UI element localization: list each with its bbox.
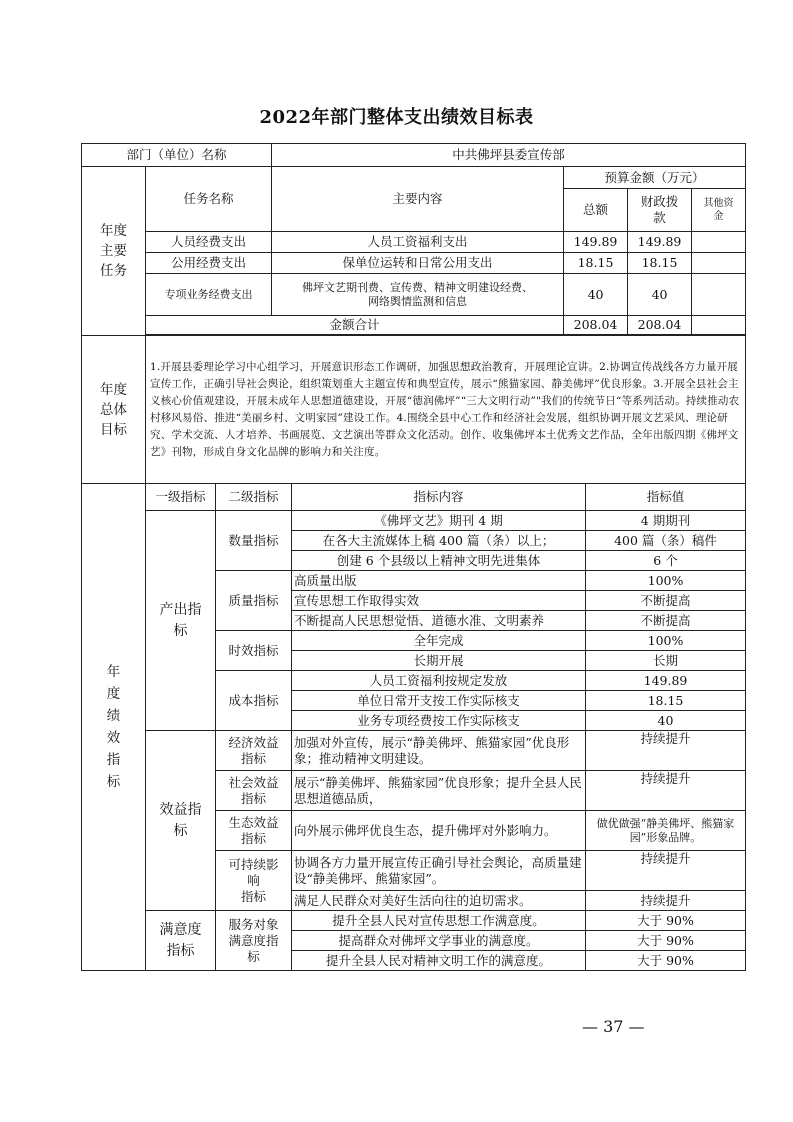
task-total: 40 [564, 274, 628, 316]
task-name: 公用经费支出 [146, 253, 272, 274]
task-other [692, 253, 746, 274]
other-header: 其他资 金 [692, 189, 746, 232]
indicator-value: 持续提升 [586, 731, 746, 771]
task-fiscal: 40 [628, 274, 692, 316]
fiscal-header: 财政拨 款 [628, 189, 692, 232]
quality-label: 质量指标 [216, 571, 292, 631]
indicator-value: 40 [586, 711, 746, 731]
task-other [692, 232, 746, 253]
level1-header: 一级指标 [146, 484, 216, 511]
indicator-table [81, 483, 746, 971]
indicator-value: 大于 90% [586, 911, 746, 931]
indicator-content: 在各大主流媒体上稿 400 篇（条）以上； [292, 531, 586, 551]
indicator-content: 长期开展 [292, 651, 586, 671]
economic-label: 经济效益 指标 [216, 731, 292, 771]
indicator-value: 100% [586, 631, 746, 651]
indicator-value: 大于 90% [586, 931, 746, 951]
sum-label: 金额合计 [146, 316, 564, 335]
indicator-content: 宣传思想工作取得实效 [292, 591, 586, 611]
indicator-content: 高质量出版 [292, 571, 586, 591]
task-total: 149.89 [564, 232, 628, 253]
task-other [692, 274, 746, 316]
indicator-content: 创建 6 个县级以上精神文明先进集体 [292, 551, 586, 571]
indicator-content: 协调各方力量开展宣传正确引导社会舆论，高质量建设“静美佛坪、熊猫家园”。 [292, 851, 586, 891]
value-header: 指标值 [586, 484, 746, 511]
indicator-content: 提升全县人民对精神文明工作的满意度。 [292, 951, 586, 971]
satisfaction-sub-label: 服务对象 满意度指 标 [216, 911, 292, 971]
total-header: 总额 [564, 189, 628, 232]
indicator-content: 提高群众对佛坪文学事业的满意度。 [292, 931, 586, 951]
dept-label: 部门（单位）名称 [82, 144, 272, 167]
annual-tasks-label: 年度 主要 任务 [82, 167, 146, 336]
task-content: 佛坪文艺期刊费、宣传费、精神文明建设经费、 网络舆情监测和信息 [272, 274, 564, 316]
indicator-value: 4 期期刊 [586, 511, 746, 531]
indicator-content: 单位日常开支按工作实际核支 [292, 691, 586, 711]
budget-header: 预算金额（万元） [564, 167, 746, 189]
level2-header: 二级指标 [216, 484, 292, 511]
indicator-value: 长期 [586, 651, 746, 671]
indicator-value: 6 个 [586, 551, 746, 571]
indicators-label: 年 度 绩 效 指 标 [82, 484, 146, 971]
timeliness-label: 时效指标 [216, 631, 292, 671]
indicator-value: 18.15 [586, 691, 746, 711]
page-title: 2022年部门整体支出绩效目标表 [259, 107, 534, 128]
social-label: 社会效益 指标 [216, 771, 292, 811]
output-label: 产出指 标 [146, 511, 216, 731]
indicator-value: 400 篇（条）稿件 [586, 531, 746, 551]
quantity-label: 数量指标 [216, 511, 292, 571]
indicator-value: 持续提升 [586, 851, 746, 891]
task-content: 人员工资福利支出 [272, 232, 564, 253]
page-number: — 37 — [582, 1017, 645, 1036]
indicator-content: 满足人民群众对美好生活向往的迫切需求。 [292, 891, 586, 911]
indicator-value: 149.89 [586, 671, 746, 691]
indicator-content: 提升全县人民对宣传思想工作满意度。 [292, 911, 586, 931]
benefit-label: 效益指 标 [146, 731, 216, 911]
ecological-label: 生态效益 指标 [216, 811, 292, 851]
task-table [81, 143, 746, 484]
task-fiscal: 18.15 [628, 253, 692, 274]
cost-label: 成本指标 [216, 671, 292, 731]
annual-goal-text: 1.开展县委理论学习中心组学习，开展意识形态工作调研，加强思想政治教育，开展理论宣讲。2.协调宣传战线各方力量开展宣传工作，正确引导社会舆论，组织策划重大主题宣传和典型宣传，展示“熊猫家园、静美佛坪”优良形象。3.开展全县社会主义核心价值观建设，开展未成年人思想道德建设，开展“德润佛坪”“三大文明行动”"我们的传统节日“等系列活动。持续推动农村移风易俗、推进“美丽乡村、文明家园”建设工作。4.围绕全县中心工作和经济社会发展，组织协调开展文艺采风、理论研究、学术交流、人才培养、书画展览、文艺演出等群众文化活动。创作、收集佛坪本土优秀文艺作品，全年出版四期《佛坪文艺》刊物，形成自身文化品牌的影响力和关注度。 [146, 336, 746, 484]
indicator-content: 不断提高人民思想觉悟、道德水准、文明素养 [292, 611, 586, 631]
indicator-value: 100% [586, 571, 746, 591]
indicator-value: 做优做强“静美佛坪、熊猫家园”形象品牌。 [586, 811, 746, 851]
indicator-content: 业务专项经费按工作实际核支 [292, 711, 586, 731]
indicator-content: 向外展示佛坪优良生态，提升佛坪对外影响力。 [292, 811, 586, 851]
task-content: 保单位运转和日常公用支出 [272, 253, 564, 274]
indicator-value: 不断提高 [586, 611, 746, 631]
sum-other [692, 316, 746, 335]
indicator-content: 加强对外宣传，展示“静美佛坪、熊猫家园”优良形象；推动精神文明建设。 [292, 731, 586, 771]
sustainable-label: 可持续影 响 指标 [216, 851, 292, 911]
sum-total: 208.04 [564, 316, 628, 335]
task-name-header: 任务名称 [146, 167, 272, 232]
indicator-value: 持续提升 [586, 891, 746, 911]
content-header: 指标内容 [292, 484, 586, 511]
indicator-content: 人员工资福利按规定发放 [292, 671, 586, 691]
indicator-content: 全年完成 [292, 631, 586, 651]
sum-fiscal: 208.04 [628, 316, 692, 335]
task-name: 人员经费支出 [146, 232, 272, 253]
task-name: 专项业务经费支出 [146, 274, 272, 316]
satisfaction-label: 满意度 指标 [146, 911, 216, 971]
annual-goal-label: 年度 总体 目标 [82, 336, 146, 484]
indicator-content: 展示“静美佛坪、熊猫家园”优良形象；提升全县人民思想道德品质， [292, 771, 586, 811]
indicator-value: 不断提高 [586, 591, 746, 611]
indicator-value: 大于 90% [586, 951, 746, 971]
indicator-value: 持续提升 [586, 771, 746, 811]
indicator-content: 《佛坪文艺》期刊 4 期 [292, 511, 586, 531]
task-total: 18.15 [564, 253, 628, 274]
main-content-header: 主要内容 [272, 167, 564, 232]
dept-value: 中共佛坪县委宣传部 [272, 144, 746, 167]
task-fiscal: 149.89 [628, 232, 692, 253]
